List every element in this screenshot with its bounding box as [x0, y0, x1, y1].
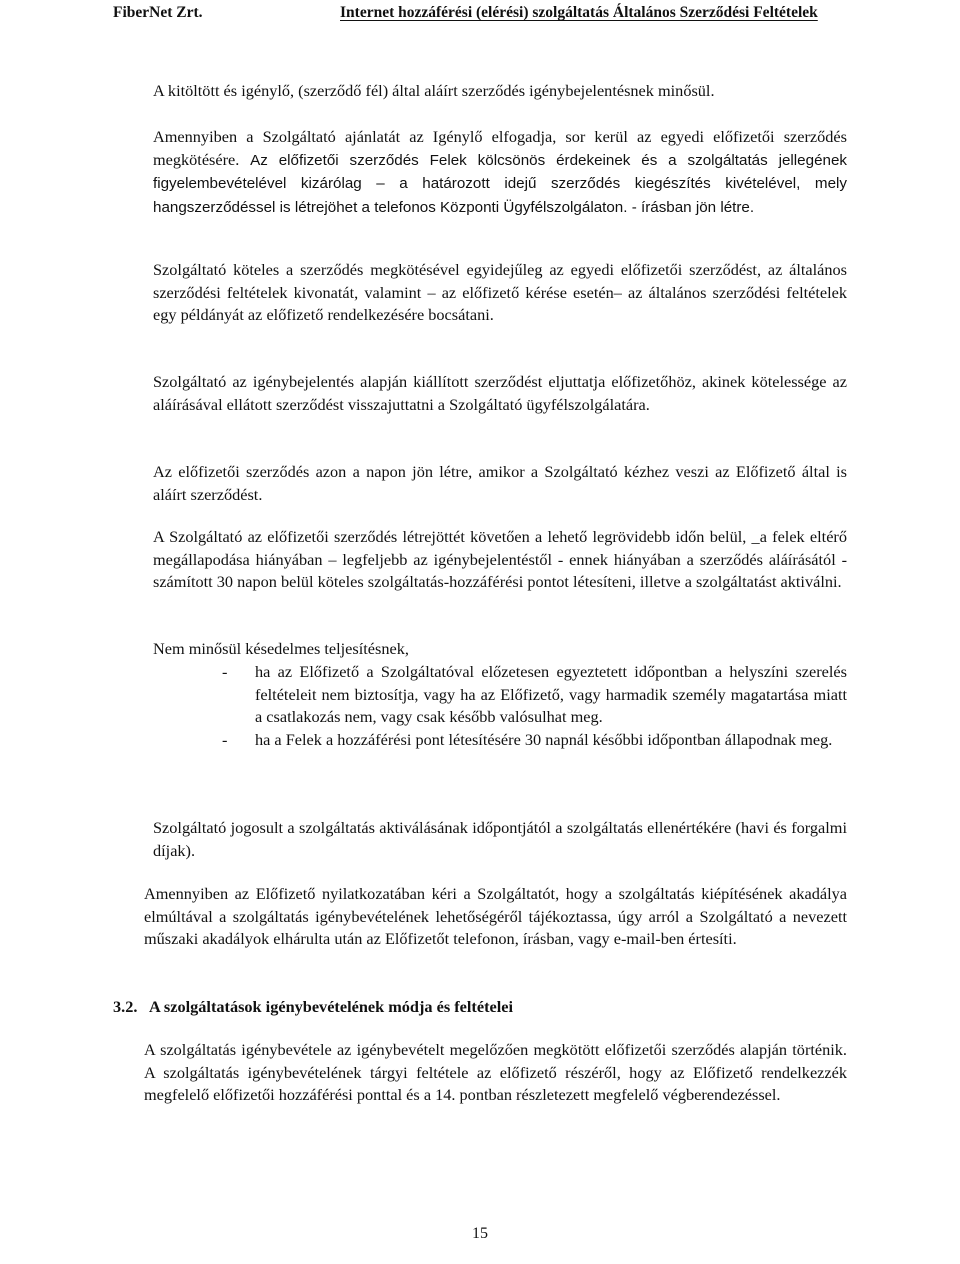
paragraph-notification: Amennyiben az Előfizető nyilatkozatában kéri a Szolgáltatót, hogy a szolgáltatás kiépítésének akadálya elmúltával a szolgáltatás igénybevételének lehetőségéről tájékoztassa, úgy arról a Szolgáltató a nevezett műszaki akadályok elhárulta után az Előfizetőt telefonon, írásban, vagy e-mail-ben értesíti.	[144, 884, 847, 949]
header-title: Internet hozzáférési (elérési) szolgáltatás Általános Szerződési Feltételek	[340, 4, 818, 21]
list-item-text: ha az Előfizető a Szolgáltatóval előzetesen egyeztetett időpontban a helyszíni szerelés feltételeit nem biztosítja, vagy ha az Előfizető, vagy harmadik személy magatartása miatt a csatlakozás nem, vagy csak később valósulhat meg.	[255, 662, 847, 727]
paragraph-provider-obligation: Szolgáltató köteles a szerződés megkötésével egyidejűleg az egyedi előfizetői szerződést, az általános szerződési feltételek kivonatát, valamint – az előfizető kérése esetén– az általános szerződési feltételek egy példányát az előfizető rendelkezésére bocsátani.	[153, 260, 847, 325]
paragraph-contract-delivery: Szolgáltató az igénybejelentés alapján kiállított szerződést eljuttatja előfizetőhöz, akinek kötelessége az aláírásával ellátott szerződést visszajuttatni a Szolgáltató ügyfélszolgálatára.	[153, 372, 847, 414]
paragraph-fee-entitlement: Szolgáltató jogosult a szolgáltatás aktiválásának időpontjától a szolgáltatás ellenértékére (havi és forgalmi díjak).	[153, 818, 847, 860]
section-heading	[113, 997, 513, 1017]
page-number: 15	[472, 1225, 488, 1242]
paragraph-claim: A kitöltött és igénylő, (szerződő fél) által aláírt szerződés igénybejelentésnek minősül.	[153, 81, 715, 100]
list-dash: -	[222, 662, 228, 681]
paragraph-contract-formation-part1: Amennyiben a Szolgáltató ajánlatát az Igénylő elfogadja, sor kerül az egyedi előfizetői szerződés megkötésére.	[153, 127, 847, 169]
not-delay-list	[222, 661, 847, 751]
list-item-text: ha a Felek a hozzáférési pont létesítésére 30 napnál későbbi időpontban állapodnak meg.	[255, 729, 833, 749]
paragraph-activation-deadline: A Szolgáltató az előfizetői szerződés létrejöttét követően a lehető legrövidebb időn belül, _a felek eltérő megállapodása hiányában – legfeljebb az igénybejelentéstől - ennek hiányában a szerződés aláírásától - számított 30 napon belül köteles szolgáltatás-hozzáférési pontot létesíteni, illetve a szolgáltatást aktiválni.	[153, 527, 847, 592]
list-item	[222, 729, 847, 752]
section-title: A szolgáltatások igénybevételének módja és feltételei	[149, 997, 513, 1016]
list-item	[222, 661, 847, 729]
header-company: FiberNet Zrt.	[113, 4, 203, 21]
paragraph-service-use: A szolgáltatás igénybevétele az igénybevételt megelőzően megkötött előfizetői szerződés alapján történik. A szolgáltatás igénybevételének tárgyi feltétele az előfizető részéről, hogy az Előfizető rendelkezzék megfelelő előfizetői hozzáférési ponttal és a 14. pontban részletezett megfelelő végberendezéssel.	[144, 1040, 847, 1105]
section-number: 3.2.	[113, 997, 138, 1016]
paragraph-not-delay-lead: Nem minősül késedelmes teljesítésnek,	[153, 639, 409, 658]
paragraph-contract-formation	[153, 126, 847, 219]
paragraph-contract-effective: Az előfizetői szerződés azon a napon jön létre, amikor a Szolgáltató kézhez veszi az Előfizető által is aláírt szerződést.	[153, 462, 847, 504]
list-dash: -	[222, 729, 228, 749]
paragraph-contract-formation-part2: Az előfizetői szerződés Felek kölcsönös érdekeinek és a szolgáltatás jellegének figyelembevételével kizárólag – a határozott idejű szerződés kiegészítés kivételével, mely hangszerződéssel is létrejöhet a telefonos Központi Ügyfélszolgálaton. - írásban jön létre.	[153, 151, 848, 216]
